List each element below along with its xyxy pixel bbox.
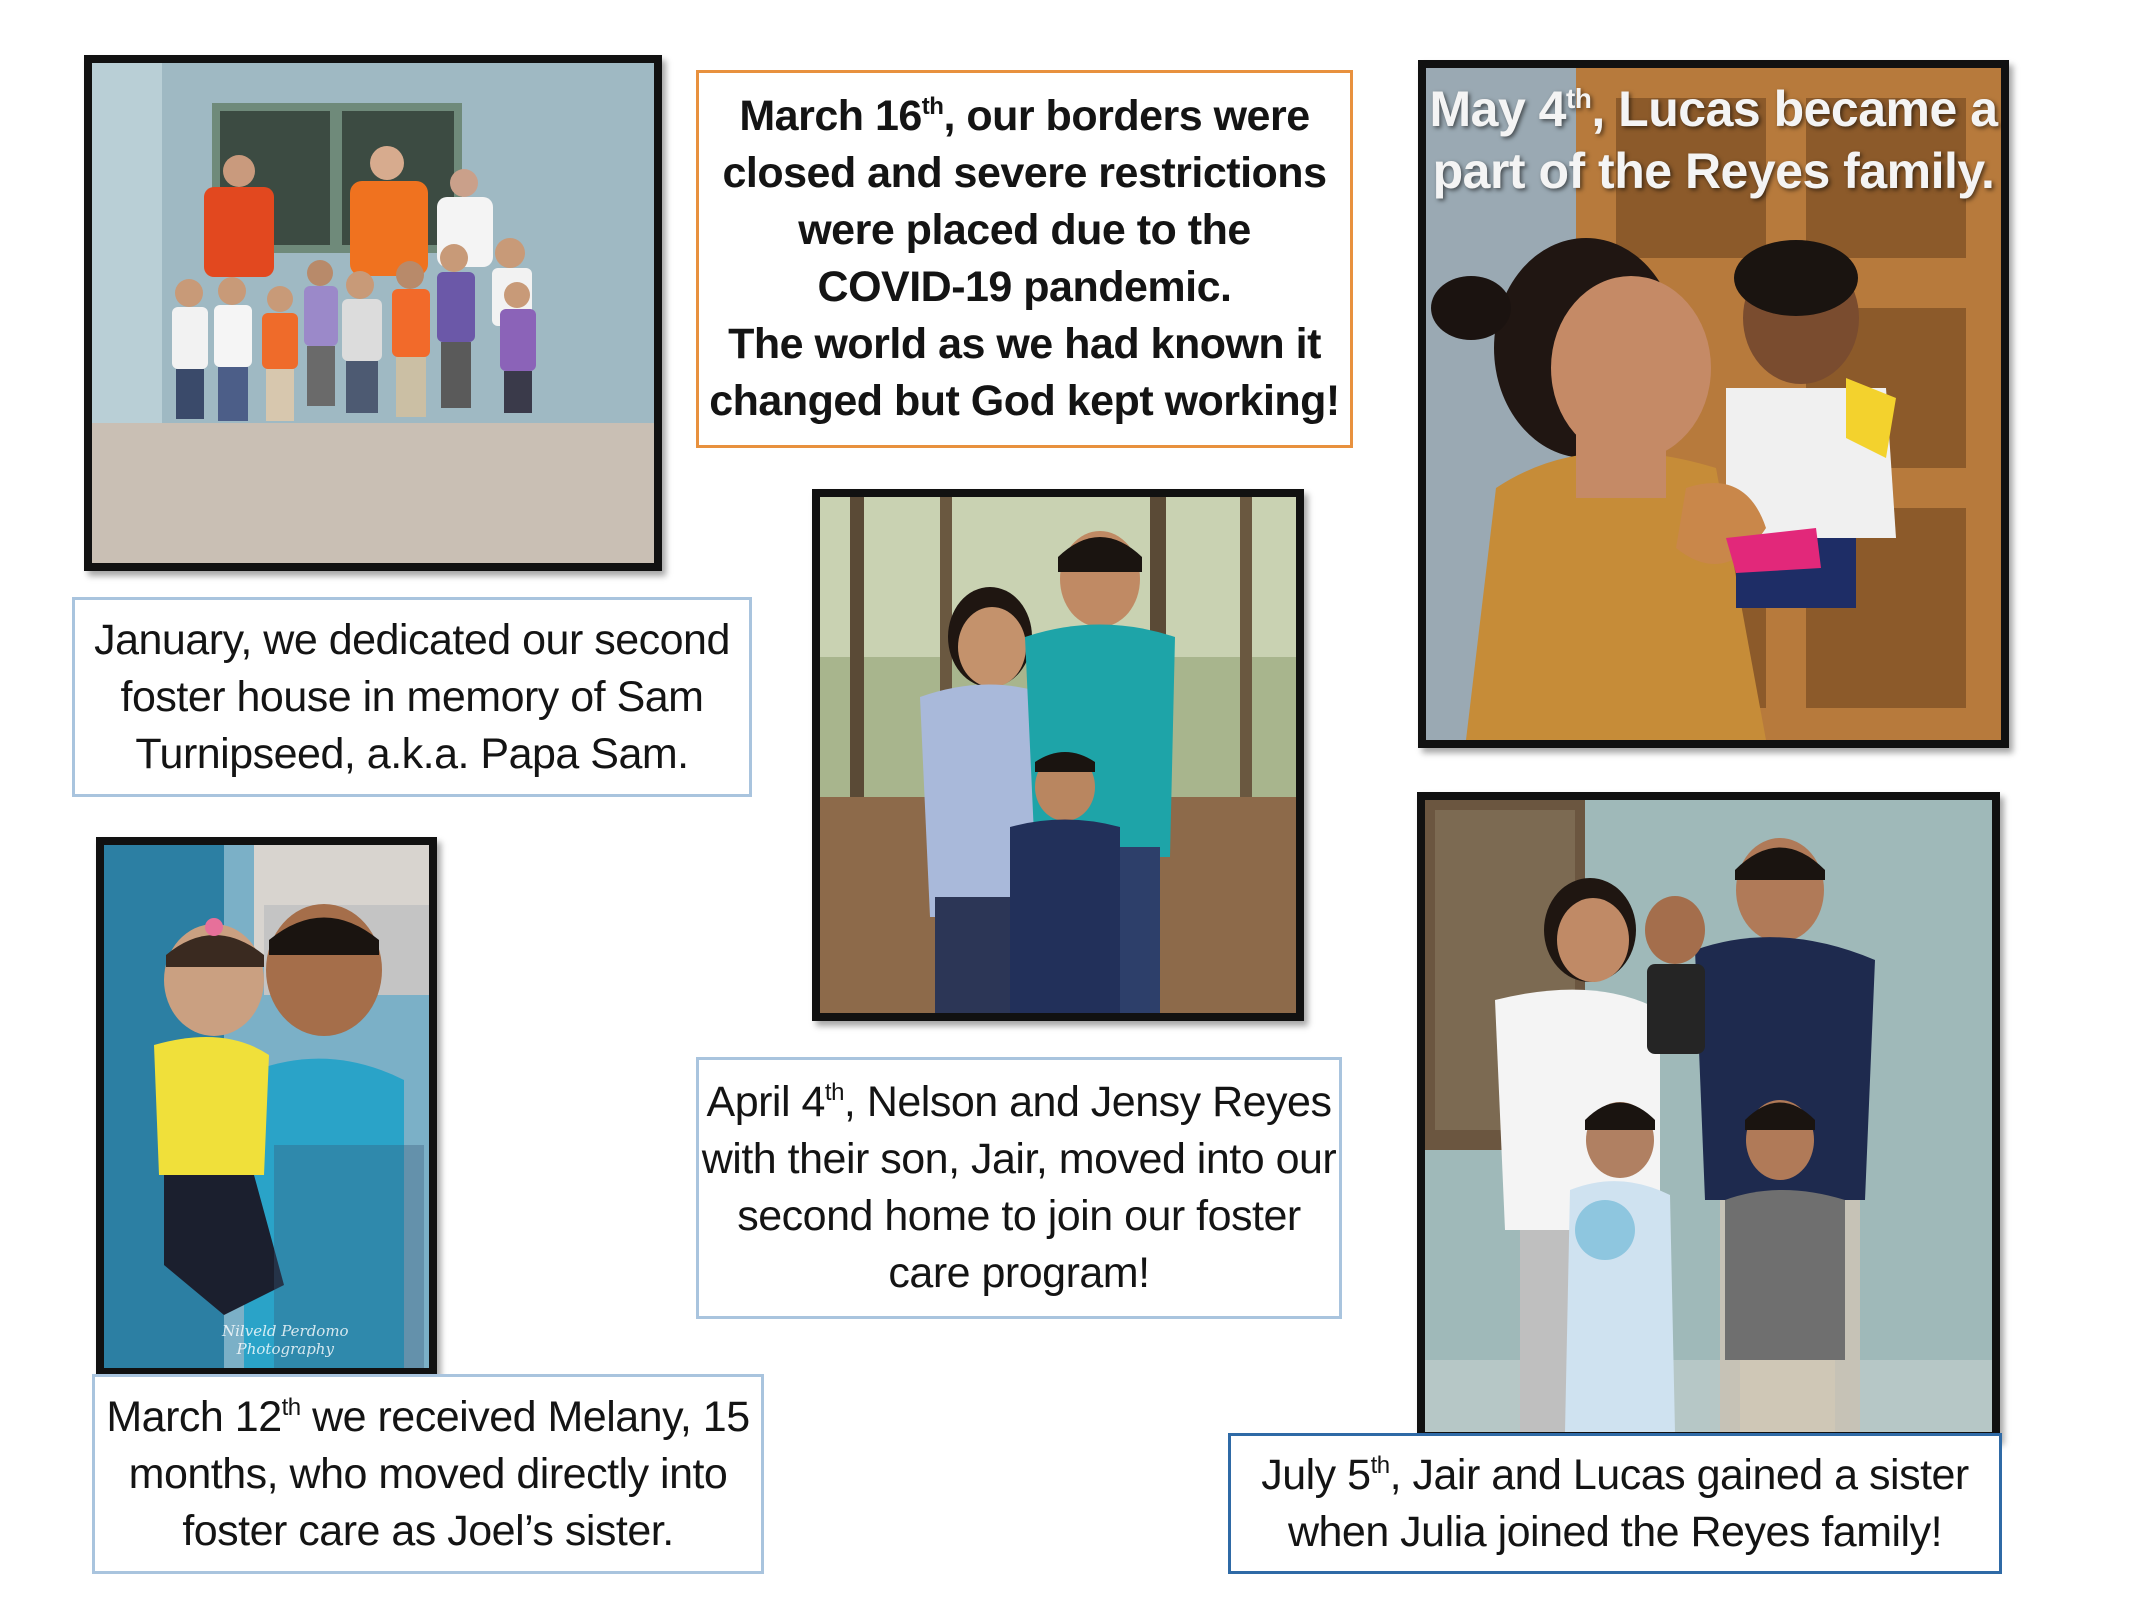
march-line-2: months, who moved directly into: [128, 1449, 728, 1498]
may-lucas-caption: [1426, 78, 2001, 202]
january-line-2: foster house in memory of Sam: [120, 672, 704, 721]
julia-family-image: [1425, 800, 1992, 1432]
april-line-3: second home to join our foster: [737, 1192, 1301, 1240]
april-line-4: care program!: [888, 1249, 1150, 1297]
april-reyes-caption: [696, 1057, 1342, 1319]
reyes-family-photo: [812, 489, 1304, 1021]
march-melany-caption: [92, 1374, 764, 1574]
july-line-2: when Julia joined the Reyes family!: [1287, 1507, 1943, 1556]
january-line-3: Turnipseed, a.k.a. Papa Sam.: [135, 729, 689, 778]
border-closure-line-5: The world as we had known it: [728, 320, 1321, 368]
july-line-1: July 5th, Jair and Lucas gained a sister: [1261, 1450, 1969, 1499]
dedication-group-photo: [84, 55, 662, 571]
watermark-line-2: Photography: [236, 1340, 334, 1358]
border-closure-caption: [696, 70, 1353, 448]
march-line-1: March 12th we received Melany, 15: [106, 1392, 750, 1441]
january-line-1: January, we dedicated our second: [94, 615, 730, 664]
border-closure-line-4: COVID-19 pandemic.: [817, 263, 1232, 311]
lucas-mother-photo: [1418, 60, 2009, 748]
melany-joel-image: [104, 845, 429, 1368]
border-closure-line-6: changed but God kept working!: [709, 377, 1340, 425]
may-lucas-line-2: part of the Reyes family.: [1432, 143, 1995, 199]
border-closure-line-1: March 16th, our borders were: [739, 92, 1310, 140]
photographer-watermark: [222, 1322, 349, 1358]
dedication-group-image: [92, 63, 654, 563]
april-line-2: with their son, Jair, moved into our: [701, 1135, 1337, 1183]
may-lucas-line-1: May 4th, Lucas became a: [1429, 81, 1998, 137]
reyes-family-image: [820, 497, 1296, 1013]
melany-joel-photo: [96, 837, 437, 1376]
watermark-line-1: Nilveld Perdomo: [222, 1322, 349, 1340]
julia-family-photo: [1417, 792, 2000, 1440]
border-closure-line-3: were placed due to the: [798, 206, 1251, 254]
border-closure-line-2: closed and severe restrictions: [722, 149, 1327, 197]
march-line-3: foster care as Joel’s sister.: [182, 1506, 674, 1555]
july-julia-caption: [1228, 1433, 2002, 1574]
january-dedication-caption: [72, 597, 752, 797]
april-line-1: April 4th, Nelson and Jensy Reyes: [706, 1078, 1332, 1126]
